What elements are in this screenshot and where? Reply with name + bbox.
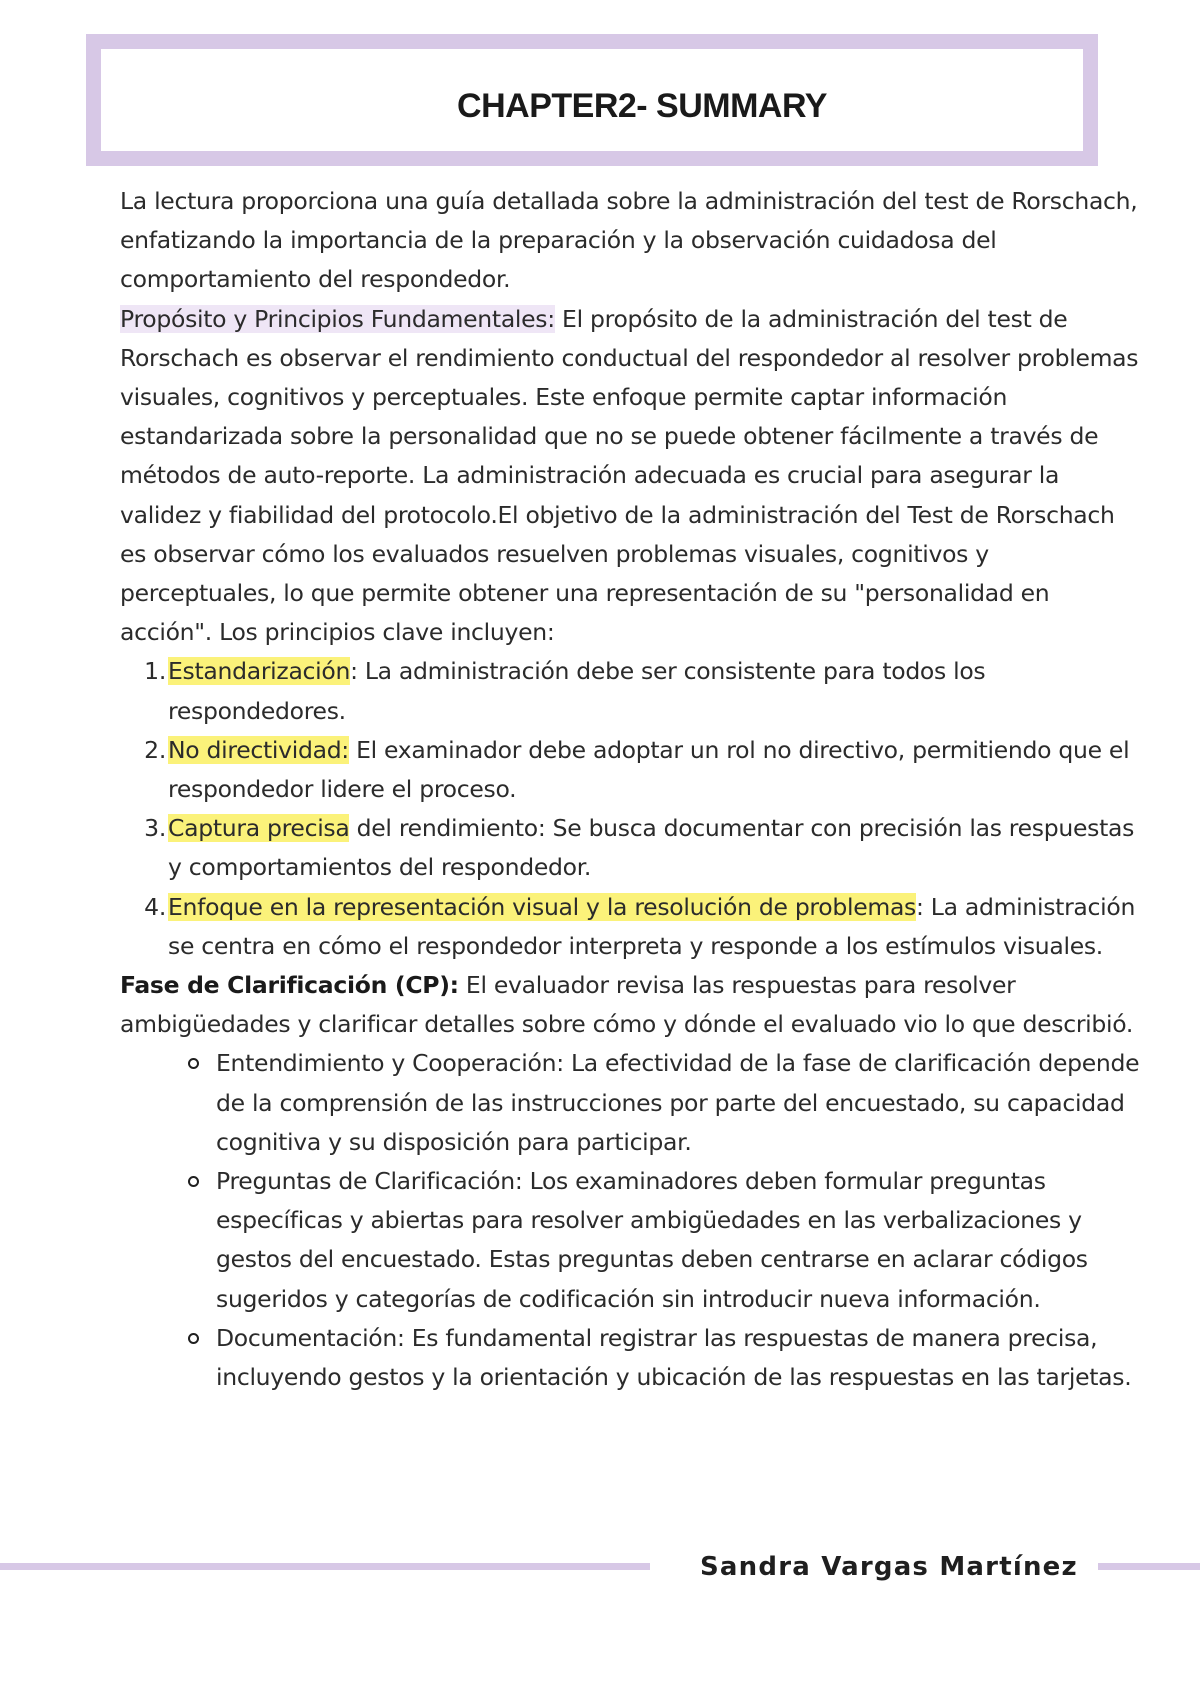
circle-bullet-icon — [188, 1058, 199, 1069]
purpose-label: Propósito y Principios Fundamentales: — [120, 304, 555, 333]
clarification-text: El evaluador revisa las respuestas para resolver ambigüedades y clarificar detalles sobre cómo y dónde el evaluado vio lo que describió. — [120, 971, 1134, 1039]
author-name: Sandra Vargas Martínez — [700, 1552, 1078, 1582]
list-item — [120, 1162, 1140, 1319]
list-number: 2. — [144, 735, 166, 764]
list-item — [120, 1044, 1140, 1162]
bullet-text: Documentación: Es fundamental registrar las respuestas de manera precisa, incluyendo gestos y la orientación y ubicación de las respuestas en las tarjetas. — [216, 1323, 1132, 1392]
purpose-text: El propósito de la administración del test de Rorschach es observar el rendimiento conductual del respondedor al resolver problemas visuales, cognitivos y perceptuales. Este enfoque permite captar información estandarizada sobre la personalidad que no se puede obtener fácilmente a través de métodos de auto-reporte. La administración adecuada es crucial para asegurar la validez y fiabilidad del protocolo.El objetivo de la administración del Test de Rorschach es observar cómo los evaluados resuelven problemas visuales, cognitivos y perceptuales, lo que permite obtener una representación de su "personalidad en acción". Los principios clave incluyen: — [120, 304, 1139, 647]
list-item — [120, 1319, 1140, 1397]
principle-text: El examinador debe adoptar un rol no directivo, permitiendo que el respondedor lidere el proceso. — [168, 735, 1130, 804]
footer-rule-left — [0, 1563, 650, 1570]
list-number: 3. — [144, 814, 166, 843]
bullet-text: Entendimiento y Cooperación: La efectividad de la fase de clarificación depende de la comprensión de las instrucciones por parte del encuestado, su capacidad cognitiva y su disposición para participar. — [216, 1049, 1140, 1156]
footer-rule-right — [1098, 1563, 1200, 1570]
list-number: 1. — [144, 657, 166, 686]
principle-highlight: Estandarización — [168, 657, 351, 686]
clarification-list — [120, 1044, 1140, 1397]
principle-highlight: No directividad: — [168, 735, 349, 764]
list-item — [120, 888, 1140, 966]
list-item — [120, 809, 1140, 887]
title-box — [86, 34, 1098, 166]
list-item — [120, 652, 1140, 730]
purpose-paragraph — [120, 300, 1140, 653]
principle-text: : La administración debe ser consistente para todos los respondedores. — [168, 657, 986, 725]
clarification-paragraph — [120, 966, 1140, 1044]
principle-text: : La administración se centra en cómo el respondedor interpreta y responde a los estímulos visuales. — [168, 892, 1136, 960]
principle-highlight: Captura precisa — [168, 814, 350, 843]
bullet-text: Preguntas de Clarificación: Los examinadores deben formular preguntas específicas y abiertas para resolver ambigüedades en las verbalizaciones y gestos del encuestado. Estas preguntas deben centrarse en aclarar códigos sugeridos y categorías de codificación sin introducir nueva información. — [216, 1167, 1088, 1313]
circle-bullet-icon — [188, 1176, 199, 1187]
clarification-label: Fase de Clarificación (CP): — [120, 971, 459, 1000]
intro-paragraph: La lectura proporciona una guía detallada sobre la administración del test de Rorschach, enfatizando la importancia de la preparación y la observación cuidadosa del comportamiento del respondedor. — [120, 187, 1138, 294]
document-body — [120, 182, 1140, 1397]
list-number: 4. — [144, 892, 166, 921]
circle-bullet-icon — [188, 1333, 199, 1344]
principles-list — [120, 652, 1140, 966]
list-item — [120, 731, 1140, 809]
page-title: CHAPTER2- SUMMARY — [457, 87, 827, 125]
principle-highlight: Enfoque en la representación visual y la resolución de problemas — [168, 892, 916, 921]
principle-text: del rendimiento: Se busca documentar con precisión las respuestas y comportamientos del respondedor. — [168, 814, 1135, 882]
